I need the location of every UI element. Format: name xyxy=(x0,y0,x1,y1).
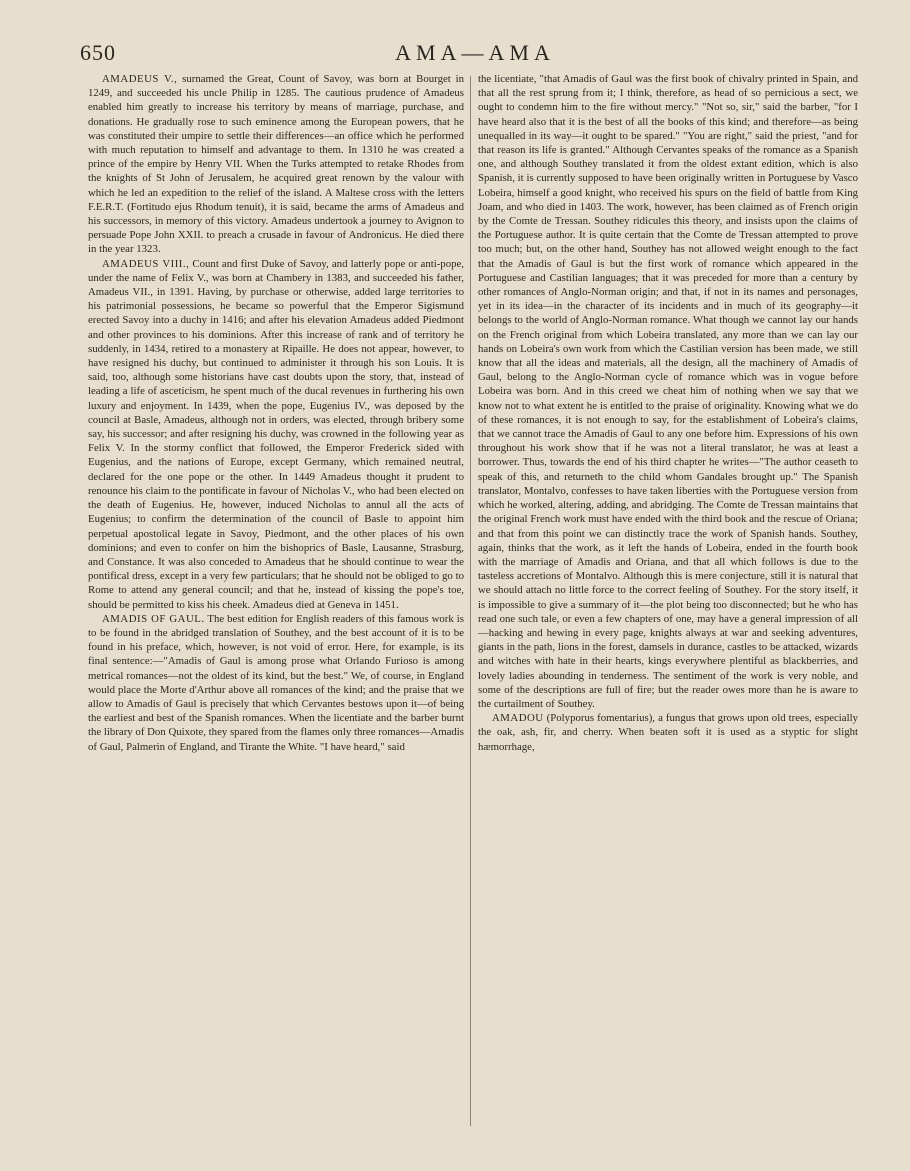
entry-text: The best edition for English readers of this famous work is to be found in the abridged translation of Southey, and the best account of it is to be found in his preface, which, however, is not void of error. Here, for example, is its final sentence:—"Amadis of Gaul is among prose what Orlando Furioso is among metrical romances—not the oldest of its kind, but the best." We, of course, in England would place the Morte d'Arthur above all romances of the kind; and the praise that we allow to Amadis of Gaul is precisely that which Cervantes bestows upon it—of being the earliest and best of the Spanish romances. When the licentiate and the barber burnt the library of Don Quixote, they spared from the flames only three romances—Amadis of Gaul, Palmerin of England, and Tirante the White. "I have heard," said xyxy=(88,612,464,753)
entry-text: the licentiate, "that Amadis of Gaul was the first book of chivalry printed in Spain, and that all the rest sprung from it; I think, therefore, as head of so pernicious a sect, we ought to condemn him to the fire without mercy." "Not so, sir," said the barber, "for I have heard also that it is the best of all the books of this kind; and therefore—as being unequalled in its way—it ought to be spared." "You are right," said the priest, "and for that reason its life is granted." Although Cervantes speaks of the romance as a Spanish one, and although Southey translated it from the oldest extant edition, which is also Spanish, it is currently supposed to have been originally written in Portuguese by Vasco Lobeira, himself a good knight, who received his spurs on the field of battle from King Joam, and who died in 1403. The work, however, has been claimed as of French origin by the Comte de Tressan. Southey ridicules this theory, and insists upon the claims of the Portuguese author. It is quite certain that the Comte de Tressan attempted to prove too much; but, on the other hand, Southey has not allowed weight enough to the fact that the Amadis of Gaul is but the first work of romance which appeared in the Portuguese and Castilian languages; that it was preceded for more than a century by other romances of Anglo-Norman origin; and that, if not in its names and personages, yet in its idea—in the character of its incidents and in much of its geography—it belongs to the world of Anglo-Norman romance. What though we cannot lay our hands on the French original from which Lobeira translated, any more than we can lay our hands on Lobeira's own work from which the Castilian version has been made, we still know that all the ideas and materials, all the design, all the machinery of Amadis of Gaul, belong to the Anglo-Norman cycle of romance which was in vogue before Lobeira was born. And in this creed we cheat him of nothing when we say that we know not to what extent he is entitled to the praise of originality. Knowing what we do of these romances, it is not enough to say, for the establishment of Lobeira's claims, that we cannot trace the Amadis of Gaul to any one before him. Expressions of his own throughout his work show that if he was not a literal translator, he was at least a borrower. Thus, towards the end of his third chapter he writes—"The author ceaseth to speak of this, and returneth to the child whom Gandales brought up." The Spanish translator, Montalvo, confesses to have taken liberties with the Portuguese version from which he worked, altering, adding, and abridging. The Comte de Tressan maintains that the original French work must have ended with the third book and the rescue of Oriana; and that from this point we can distinctly trace the work of Spanish hands. Southey, again, thinks that the work, as it left the hands of Lobeira, ended in the fourth book with the marriage of Amadis and Oriana, and that all which follows is due to the tasteless accretions of Montalvo. Although this is mere conjecture, still it is natural that we should attach no little force to the correct feeling of Southey. For the story itself, it is impossible to give a summary of it—the plot being too disconnected; but he who has read one such tale, or even a few chapters of one, may have a general impression of all—hacking and hewing in every page, knights always at war and seeking adventures, giants in the path, lions in the forest, damsels in durance, castles to be attacked, wizards and witches with hate in their hearts, kings everywhere plentiful as blackberries, and lovely ladies abounding in tenderness. The sentiment of the work is very noble, and some of the descriptions are full of fire; but the reader owes more than he is aware to the curtailment of Southey. xyxy=(478,73,858,710)
running-head: AMA—AMA xyxy=(395,40,555,65)
entry-text: surnamed the Great, Count of Savoy, was born at Bourget in 1249, and succeeded his uncle Philip in 1285. The cautious prudence of Amadeus enabled him greatly to increase his territory by means of marriage, purchase, and donations. He gradually rose to such eminence among the European powers, that he was constituted their umpire to settle their differences—an office which he performed with much reputation to himself and advantage to them. In 1310 he was created a prince of the empire by Henry VII. When the Turks attempted to retake Rhodes from the knights of St John of Jerusalem, he acquired great renown by the valour with which he led an expedition to the relief of the island. A Maltese cross with the letters F.E.R.T. (Fortitudo ejus Rhodum tenuit), it is said, became the arms of Amadeus and his successors, in memory of this victory. Amadeus undertook a journey to Avignon to persuade Pope John XXII. to preach a crusade in favour of Andronicus. He died there in the year 1323. xyxy=(88,73,464,256)
entry-headword: AMADOU xyxy=(492,712,544,725)
entry-headword: AMADEUS V., xyxy=(102,73,178,85)
entry-text: Count and first Duke of Savoy, and latterly pope or anti-pope, under the name of Felix V., was born at Chambery in 1383, and succeeded his father, Amadeus VII., in 1391. Having, by purchase or otherwise, added large territories to his patrimonial possessions, he became so powerful that the Emperor Sigismund erected Savoy into a duchy in 1416; and after his elevation Amadeus added Piedmont and other provinces to his dominions. After this increase of rank and of territory he suddenly, in 1434, retired to a monastery at Ripaille. He does not appear, however, to have resigned his duchy, but continued to administer it through his son Louis. It is said, too, although some historians have cast doubts upon the story, that, instead of leading a life of asceticism, he spent much of the ducal revenues in furthering his own luxury and enjoyment. In 1439, when the pope, Eugenius IV., was deposed by the council at Basle, Amadeus, although not in orders, was elected, through bribery some say, his successor; and after resigning his duchy, was crowned in the following year as Felix V. In the stormy conflict that followed, the Emperor Frederick sided with Eugenius, and the nations of Europe, except Germany, which remained neutral, declared for the one pope or the other. In 1449 Amadeus thought it prudent to renounce his claim to the pontificate in favour of Nicholas V., who had been elected on the death of Eugenius. He, however, induced Nicholas to annul all the acts of Eugenius; to confirm the determination of the council of Basle to appoint him perpetual apostolical legate in Savoy, Piedmont, and the other places of his own dominions; and even to confer on him the bishoprics of Basle, Lausanne, Strasburg, and Constance. It was also conceded to Amadeus that he should continue to wear the pontifical dress, except in a very few particulars; that he should not be obliged to go to Rome to attend any general council; and that he, instead of kissing the pope's toe, should be permitted to kiss his cheek. Amadeus died at Geneva in 1451. xyxy=(88,257,464,611)
entry-amadis-of-gaul xyxy=(88,612,464,754)
entry-headword: AMADIS OF GAUL. xyxy=(102,612,205,625)
entry-amadis-of-gaul-continued xyxy=(478,72,858,711)
entry-amadeus-viii xyxy=(88,257,464,612)
page-number: 650 xyxy=(80,40,116,65)
right-column xyxy=(478,72,858,1132)
column-divider xyxy=(470,76,471,1126)
left-column xyxy=(88,72,464,1132)
entry-headword: AMADEUS VIII., xyxy=(102,257,190,270)
entry-text: (Polyporus fomentarius), a fungus that grows upon old trees, especially the oak, ash, fir, and cherry. When beaten soft it is used as a styptic for slight hæmorrhage, xyxy=(478,712,858,753)
entry-amadeus-v xyxy=(88,72,464,257)
entry-amadou xyxy=(478,711,858,754)
page-header xyxy=(80,40,870,68)
